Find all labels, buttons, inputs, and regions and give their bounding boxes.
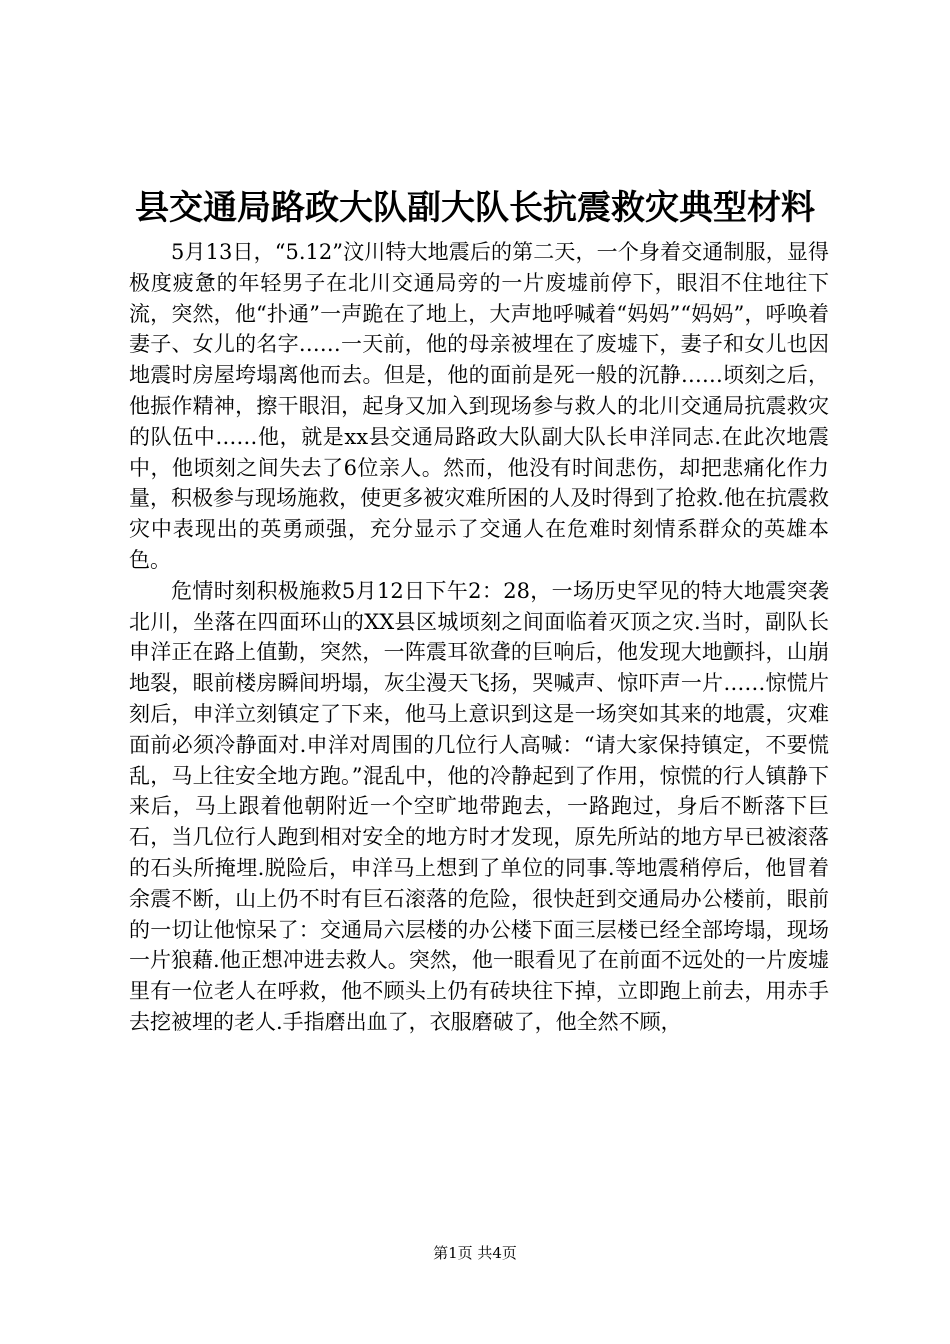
paragraph: 危情时刻积极施救5月12日下午2：28，一场历史罕见的特大地震突袭北川，坐落在四面环山的XX县区城顷刻之间面临着灭顶之灾.当时，副队长申洋正在路上值勤，突然，一阵震耳欲聋的巨响后，他发现大地颤抖，山崩地裂，眼前楼房瞬间坍塌，灰尘漫天飞扬，哭喊声、惊吓声一片……惊慌片刻后，申洋立刻镇定了下来，他马上意识到这是一场突如其来的地震，灾难面前必须冷静面对.申洋对周围的几位行人高喊：“请大家保持镇定，不要慌乱，马上往安全地方跑。”混乱中，他的冷静起到了作用，惊慌的行人镇静下来后，马上跟着他朝附近一个空旷地带跑去，一路跑过，身后不断落下巨石，当几位行人跑到相对安全的地方时才发现，原先所站的地方早已被滚落的石头所掩埋.脱险后，申洋马上想到了单位的同事.等地震稍停后，他冒着余震不断，山上仍不时有巨石滚落的危险，很快赶到交通局办公楼前，眼前的一切让他惊呆了：交通局六层楼的办公楼下面三层楼已经全部垮塌，现场一片狼藉.他正想冲进去救人。突然，他一眼看见了在前面不远处的一片废墟里有一位老人在呼救，他不顾头上仍有砖块往下掉，立即跑上前去，用赤手去挖被埋的老人.手指磨出血了，衣服磨破了，他全然不顾，	[129, 578, 829, 1034]
page-footer: 第1页 共4页	[433, 1244, 517, 1262]
paragraph: 5月13日，“5.12”汶川特大地震后的第二天，一个身着交通制服，显得极度疲惫的年轻男子在北川交通局旁的一片废墟前停下，眼泪不住地往下流，突然，他“扑通”一声跪在了地上，大声地呼喊着“妈妈”“妈妈”，呼唤着妻子、女儿的名字……一天前，他的母亲被埋在了废墟下，妻子和女儿也因地震时房屋垮塌离他而去。但是，他的面前是死一般的沉静……顷刻之后，他振作精神，擦干眼泪，起身又加入到现场参与救人的北川交通局抗震救灾的队伍中……他，就是xx县交通局路政大队副大队长申洋同志.在此次地震中，他顷刻之间失去了6位亲人。然而，他没有时间悲伤，却把悲痛化作力量，积极参与现场施救，使更多被灾难所困的人及时得到了抢救.他在抗震救灾中表现出的英勇顽强，充分显示了交通人在危难时刻情系群众的英雄本色。	[129, 240, 829, 572]
document-body	[129, 237, 829, 1038]
document-title: 县交通局路政大队副大队长抗震救灾典型材料	[135, 188, 815, 228]
